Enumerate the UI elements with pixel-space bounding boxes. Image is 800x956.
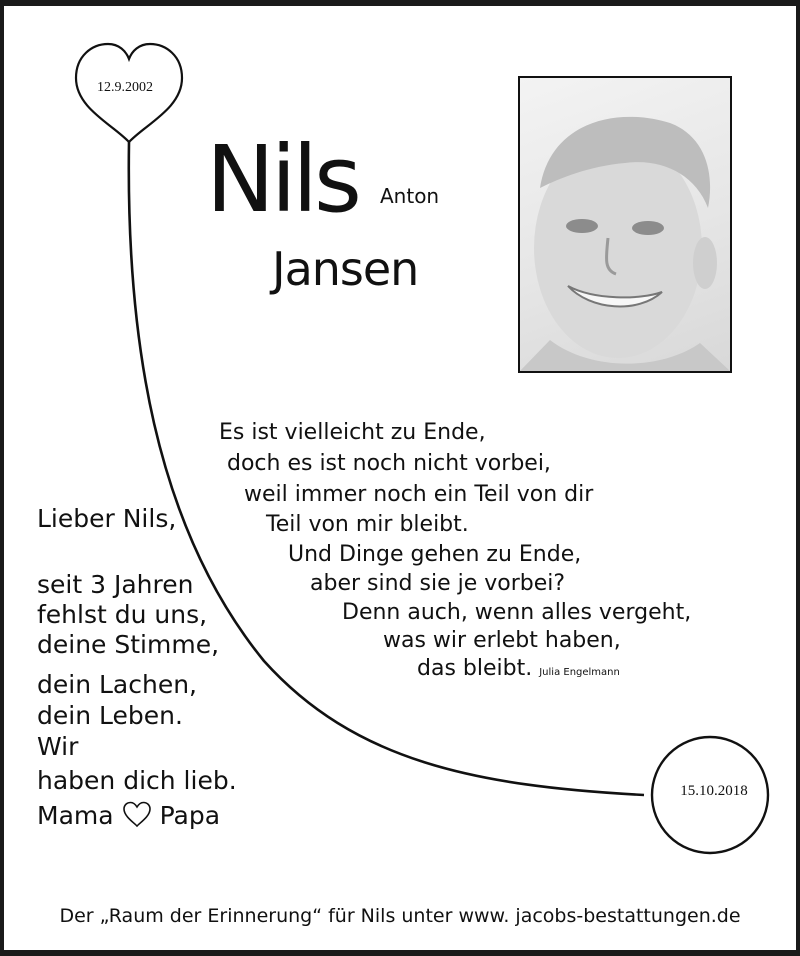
poem-line: Denn auch, wenn alles vergeht, [342, 600, 692, 625]
letter-line: seit 3 Jahren [37, 570, 194, 599]
death-date: 15.10.2018 [680, 783, 748, 799]
poem-line: weil immer noch ein Teil von dir [244, 482, 594, 507]
letter-line: Wir [37, 732, 79, 761]
first-name: Nils [206, 126, 358, 233]
footer-note: Der „Raum der Erinnerung“ für Nils unter www. jacobs-bestattungen.de [59, 905, 741, 927]
middle-name: Anton [380, 184, 440, 208]
heart-icon [122, 801, 152, 832]
letter-line: deine Stimme, [37, 630, 220, 659]
poem-line: was wir erlebt haben, [383, 628, 621, 653]
letter-line: haben dich lieb. [37, 766, 237, 795]
letter-line: dein Lachen, [37, 670, 197, 699]
poem-line: Es ist vielleicht zu Ende, [219, 420, 486, 445]
letter-line: fehlst du uns, [37, 600, 208, 629]
poem-line: doch es ist noch nicht vorbei, [227, 451, 551, 476]
poem-line: aber sind sie je vorbei? [310, 571, 566, 596]
signature-mama: Mama [37, 801, 114, 830]
letter-greeting: Lieber Nils, [37, 504, 177, 533]
poem-last-line [417, 658, 620, 680]
poem-line: Teil von mir bleibt. [266, 512, 469, 537]
poem-line: das bleibt. [417, 656, 533, 681]
last-name: Jansen [272, 242, 419, 296]
letter-signature [37, 801, 220, 832]
poem-line: Und Dinge gehen zu Ende, [288, 542, 582, 567]
letter-line: dein Leben. [37, 701, 183, 730]
birth-date: 12.9.2002 [97, 80, 153, 95]
portrait-image [520, 78, 730, 371]
portrait-photo [518, 76, 732, 373]
signature-papa: Papa [159, 801, 221, 830]
poem-author: Julia Engelmann [539, 667, 620, 678]
